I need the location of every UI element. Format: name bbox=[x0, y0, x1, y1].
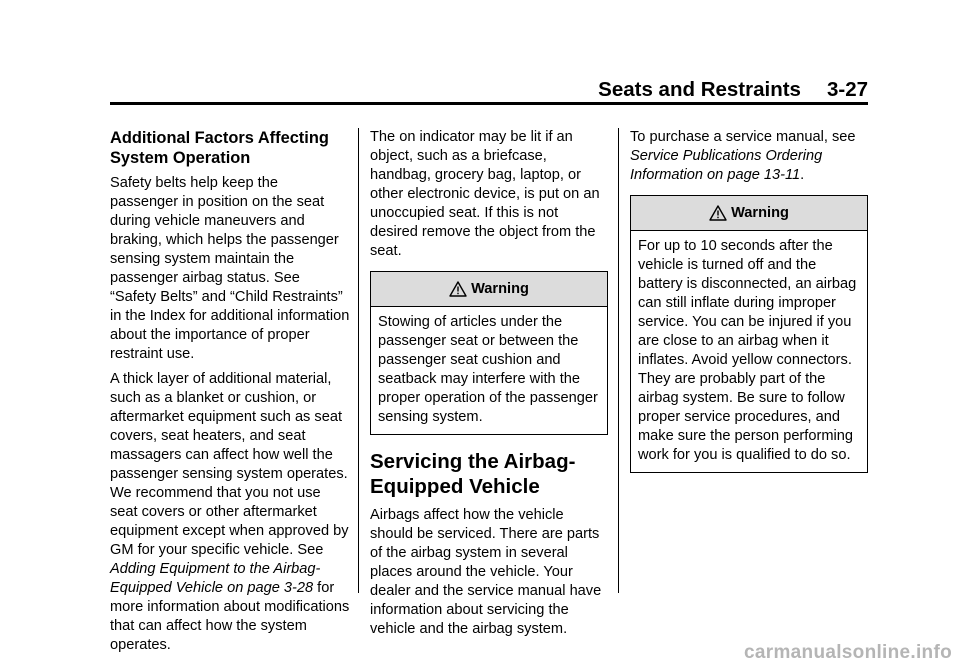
section-name: Seats and Restraints bbox=[598, 78, 801, 101]
paragraph-thick-layer bbox=[110, 370, 350, 655]
warning-triangle-icon bbox=[709, 205, 727, 221]
warning-text: Stowing of articles under the passenger seat or between the passenger seat cushion and seatback may interfere with the proper operation of the passenger sensing system. bbox=[378, 314, 598, 425]
paragraph-text: To purchase a service manual, see bbox=[630, 129, 856, 145]
page-number: 3-27 bbox=[826, 78, 868, 101]
watermark: carmanualsonline.info bbox=[744, 642, 952, 663]
subsection-heading: Additional Factors Affecting System Operation bbox=[110, 129, 329, 167]
warning-title: Warning bbox=[471, 280, 529, 297]
cross-reference-link[interactable]: Adding Equipment to the Airbag-Equipped Vehicle on page 3-28 bbox=[110, 561, 321, 596]
warning-header bbox=[371, 272, 607, 307]
warning-title: Warning bbox=[731, 204, 789, 221]
section-title: Servicing the Airbag-Equipped Vehicle bbox=[370, 450, 576, 498]
warning-header bbox=[631, 196, 867, 231]
paragraph-text: for more information about modifications that can affect how the system operates. bbox=[110, 580, 350, 653]
paragraph-on-indicator: The on indicator may be lit if an object, such as a briefcase, handbag, grocery bag, laptop, or other electronic device, is put on an unoccupied seat. If this is not desired remove the object from the seat. bbox=[370, 129, 600, 259]
warning-triangle-icon bbox=[449, 281, 467, 297]
column-divider-2 bbox=[618, 128, 619, 593]
column-2 bbox=[370, 128, 610, 645]
paragraph-text: . bbox=[800, 167, 805, 183]
paragraph-text: A thick layer of additional material, such as a blanket or cushion, or aftermarket equipment such as seat covers, seat heaters, and seat massagers can affect how well the passenger sensing system operates. We recommend that you not use seat covers or other aftermarket equipment except when approved by GM for your specific vehicle. See bbox=[110, 371, 349, 558]
warning-text: For up to 10 seconds after the vehicle is turned off and the battery is disconnected, an airbag can still inflate during improper service. You can be injured if you are close to an airbag when it inflates. Avoid yellow connectors. They are probably part of the airbag system. Be sure to follow proper service procedures, and make sure the person performing work for you is qualified to do so. bbox=[638, 238, 857, 463]
column-1 bbox=[110, 128, 350, 661]
cross-reference-link[interactable]: Service Publications Ordering Information on page 13-11 bbox=[630, 148, 823, 183]
page-header bbox=[110, 78, 868, 102]
warning-box bbox=[370, 271, 608, 435]
paragraph-servicing: Airbags affect how the vehicle should be serviced. There are parts of the airbag system in several places around the vehicle. Your dealer and the service manual have information about servicing the vehicle and the airbag system. bbox=[370, 507, 602, 637]
paragraph-safety-belts: Safety belts help keep the passenger in position on the seat during vehicle maneuvers and braking, which helps the passenger sensing system maintain the passenger airbag status. See “Safety Belts” and “Child Restraints” in the Index for additional information about the importance of proper restraint use. bbox=[110, 175, 350, 362]
paragraph-service-manual bbox=[630, 128, 870, 185]
header-rule bbox=[110, 102, 868, 105]
warning-box bbox=[630, 195, 868, 473]
column-divider-1 bbox=[358, 128, 359, 593]
column-3 bbox=[630, 128, 870, 479]
